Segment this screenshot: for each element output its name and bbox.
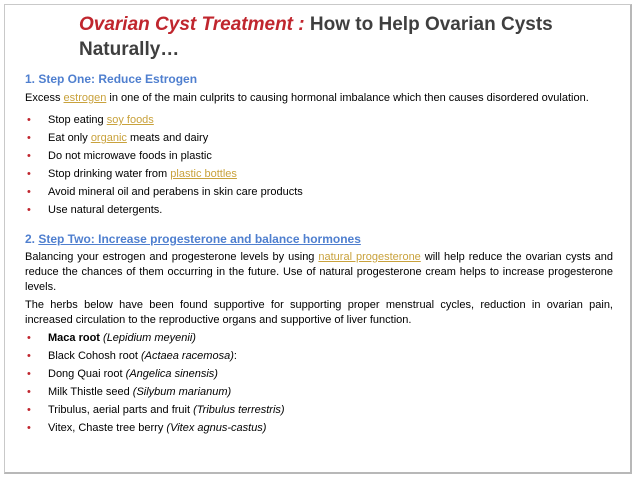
herb-latin: (Actaea racemosa) [140,350,234,362]
herb-name: Maca root [48,332,100,344]
bullet-icon: • [27,150,31,162]
item-text: Stop drinking water from [48,168,171,180]
herb-name: Dong Quai root [48,368,126,380]
plastic-bottles-link[interactable]: plastic bottles [170,168,237,180]
list-item [25,131,613,146]
herb-latin: (Angelica sinensis) [125,368,218,380]
para1-text: Balancing your estrogen and progesterone levels by using [25,251,319,263]
herbs-list [25,331,613,436]
herb-item [25,367,613,382]
herb-item [25,385,613,400]
list-item [25,203,613,218]
section2-number: 2. [25,232,39,246]
herb-name: Tribulus, aerial parts and fruit [48,404,194,416]
intro-text: Excess [25,92,64,104]
organic-link[interactable]: organic [90,132,127,144]
herb-suffix: : [233,350,237,362]
bullet-icon: • [27,350,31,362]
list-item [25,149,613,164]
bullet-icon: • [27,132,31,144]
bullet-icon: • [27,386,31,398]
herb-item [25,421,613,436]
item-text: Do not microwave foods in plastic [48,150,212,162]
bullet-icon: • [27,404,31,416]
item-text-end: meats and dairy [126,132,209,144]
herb-latin: (Silybum marianum) [132,386,232,398]
section1-heading: 1. Step One: Reduce Estrogen [25,72,198,86]
herb-latin: (Lepidium meyenii) [103,332,196,344]
list-item [25,185,613,200]
item-text: Avoid mineral oil and perabens in skin care products [48,186,303,198]
section2-para2: The herbs below have been found supportive for supporting proper menstrual cycles, reduction in ovarian pain, increased circulation to the reproductive organs and supportive of liver function. [25,299,613,326]
herb-name: Vitex, Chaste tree berry [48,422,167,434]
item-text: Use natural detergents. [48,204,163,216]
section2-heading [25,232,613,247]
bullet-icon: • [27,168,31,180]
bullet-icon: • [27,422,31,434]
herb-name: Milk Thistle seed [48,386,133,398]
herb-latin: (Tribulus terrestris) [193,404,285,416]
bullet-icon: • [27,204,31,216]
item-text: Eat only [48,132,91,144]
title-accent: Ovarian Cyst Treatment : [79,14,305,35]
soy-foods-link[interactable]: soy foods [106,114,154,126]
page-title [79,12,619,62]
section2-heading-link[interactable]: Step Two: Increase progesterone and balance hormones [38,232,361,246]
list-item [25,167,613,182]
section1-list [25,113,613,218]
item-text: Stop eating [48,114,107,126]
bullet-icon: • [27,368,31,380]
bullet-icon: • [27,186,31,198]
bullet-icon: • [27,332,31,344]
title-rest: How to Help Ovarian Cysts Naturally… [79,14,553,60]
para1-text-end: will help reduce the ovarian cysts and reduce the chances of them occurring in the future. Use of natural progesterone cream helps to increase progesterone levels. [25,251,613,293]
natural-progesterone-link[interactable]: natural progesterone [318,251,421,263]
herb-item [25,403,613,418]
bullet-icon: • [27,114,31,126]
intro-text-end: in one of the main culprits to causing hormonal imbalance which then causes disordered ovulation. [106,92,589,104]
section1-intro [25,91,613,106]
herb-item [25,349,613,364]
herb-latin: (Vitex agnus-castus) [166,422,267,434]
content [25,72,613,439]
estrogen-link[interactable]: estrogen [63,92,107,104]
herb-item [25,331,613,346]
herb-name: Black Cohosh root [48,350,141,362]
section2-para1 [25,250,613,295]
list-item [25,113,613,128]
